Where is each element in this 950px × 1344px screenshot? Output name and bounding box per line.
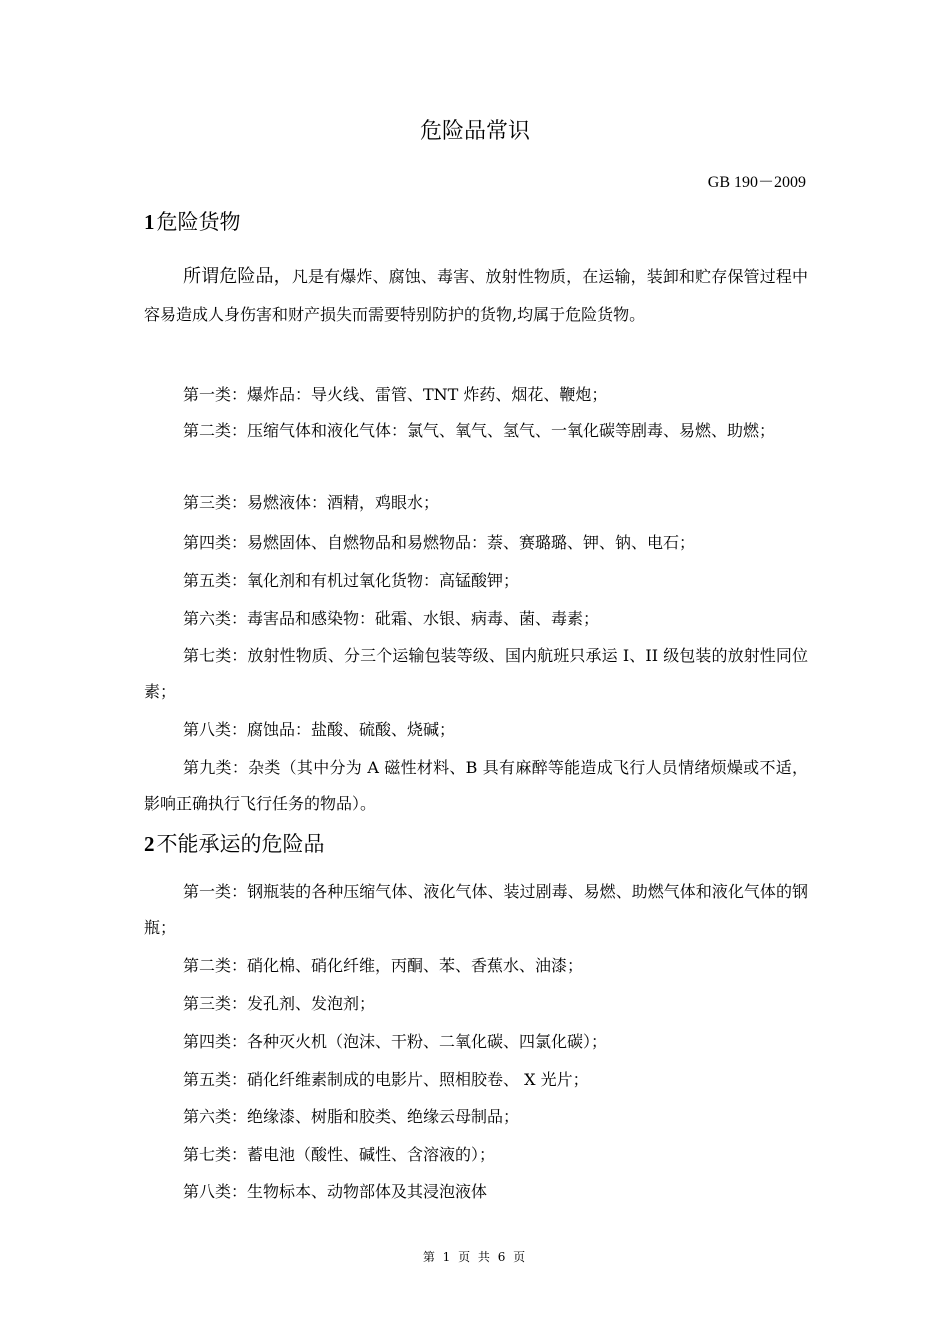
section-1-heading <box>144 208 241 236</box>
section-2-heading <box>144 830 325 858</box>
section-1-item-3: 第三类：易燃液体：酒精，鸡眼水； <box>183 493 440 512</box>
section-1-item-5: 第五类：氧化剂和有机过氧化货物：高锰酸钾； <box>183 571 520 590</box>
section-2-item-8: 第八类：生物标本、动物部体及其浸泡液体 <box>183 1182 488 1201</box>
section-2-number: 2 <box>144 832 155 856</box>
page-footer: 第 1 页 共 6 页 <box>422 1250 528 1264</box>
section-1-item-2: 第二类：压缩气体和液化气体：氯气、氧气、氢气、一氧化碳等剧毒、易燃、助燃； <box>183 421 776 440</box>
section-1-item-6: 第六类：毒害品和感染物：砒霜、水银、病毒、菌、毒素； <box>183 609 600 628</box>
document-title: 危险品常识 <box>419 119 530 144</box>
section-1-item-4: 第四类：易燃固体、自燃物品和易燃物品：萘、赛璐璐、钾、钠、电石； <box>183 533 696 552</box>
section-2-item-2: 第二类：硝化棉、硝化纤维，丙酮、苯、香蕉水、油漆； <box>183 956 584 975</box>
section-1-item-8: 第八类：腐蚀品：盐酸、硫酸、烧碱； <box>183 720 456 739</box>
section-1-item-9: 第九类：杂类（其中分为 A 磁性材料、B 具有麻醉等能造成飞行人员情绪烦燥或不适，影响正确执行飞行任务的物品）。 <box>144 758 808 813</box>
section-2-item-5: 第五类：硝化纤维素制成的电影片、照相胶卷、 X 光片； <box>183 1070 589 1089</box>
section-1-intro-rest: 凡是有爆炸、腐蚀、毒害、放射性物质，在运输，装卸和贮存保管过程中容易造成人身伤害和财产损失而需要特别防护的货物,均属于危险货物。 <box>144 267 808 324</box>
section-2-item-7: 第七类：蓄电池（酸性、碱性、含溶液的）； <box>183 1145 496 1164</box>
section-2-title: 不能承运的危险品 <box>156 832 325 856</box>
section-2-item-3: 第三类：发孔剂、发泡剂； <box>183 994 376 1013</box>
section-1-title: 危险货物 <box>156 210 241 234</box>
section-1-item-1: 第一类：爆炸品：导火线、雷管、TNT 炸药、烟花、鞭炮； <box>183 385 608 404</box>
section-1-intro <box>144 258 808 334</box>
section-2-item-6: 第六类：绝缘漆、树脂和胶类、绝缘云母制品； <box>183 1107 520 1126</box>
section-1-number: 1 <box>144 210 155 234</box>
section-2-item-1: 第一类：钢瓶装的各种压缩气体、液化气体、装过剧毒、易燃、助燃气体和液化气体的钢瓶； <box>144 882 808 937</box>
standard-number: GB 190－2009 <box>707 174 806 191</box>
section-2-item-4: 第四类：各种灭火机（泡沫、干粉、二氧化碳、四氯化碳）； <box>183 1032 608 1051</box>
section-1-intro-lead: 所谓危险品， <box>183 266 292 287</box>
section-1-item-7: 第七类：放射性物质、分三个运输包装等级、国内航班只承运 I、II 级包装的放射性同位素； <box>144 646 808 701</box>
